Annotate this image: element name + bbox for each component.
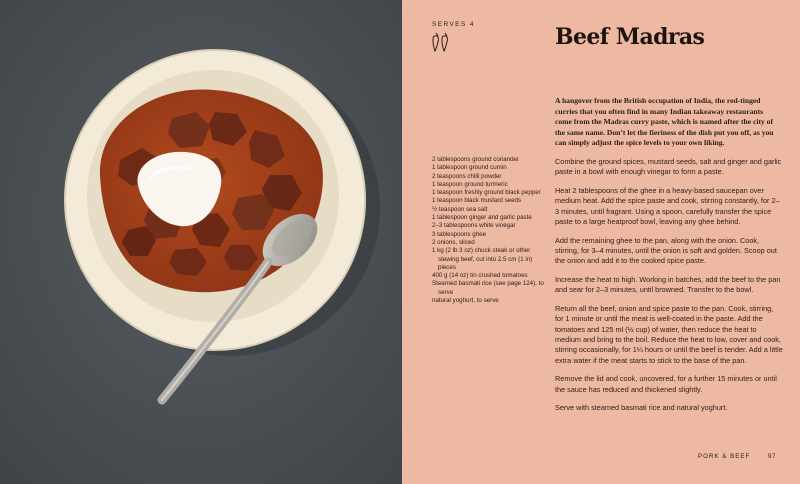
recipe-intro: A hangover from the British occupation of India, the red-tinged curries that you often find in many Indian takeaway restaurants come from the Madras curry paste, which is named after the city of the same name. Don’t let the fieriness of the dish put you off, as you can simply adjust the spice levels to your own liking.	[555, 96, 774, 148]
ingredient-item: 2–3 tablespoons white vinegar	[432, 222, 516, 230]
ingredient-item: 1 teaspoon black mustard seeds	[432, 197, 522, 205]
recipe-page	[402, 0, 800, 484]
ingredient-item: 400 g (14 oz) tin crushed tomatoes	[432, 272, 528, 280]
method-step: Heat 2 tablespoons of the ghee in a heavy-based saucepan over medium heat. Add the spice paste and cook, stirring constantly, for 2–3 minutes, until fragrant. Using a spoon, carefully transfer the spice paste to a large heatproof bowl, leaving any ghee behind.	[555, 185, 780, 227]
ingredient-item: natural yoghurt, to serve	[432, 297, 499, 305]
ingredient-item: 2 teaspoons chilli powder	[432, 172, 502, 180]
method-step: Remove the lid and cook, uncovered, for a further 15 minutes or until the sauce has reduced and thickened slightly.	[555, 374, 777, 394]
ingredient-item: 1 tablespoon ground cumin	[432, 164, 507, 172]
ingredient-item: 2 tablespoons ground coriander	[432, 156, 520, 163]
serves-label: SERVES 4	[432, 21, 475, 28]
method-step: Increase the heat to high. Working in batches, add the beef to the pan and sear for 2–3 minutes, until browned. Transfer to the bowl.	[555, 274, 781, 295]
ingredient-item: 2 onions, sliced	[432, 238, 475, 246]
ingredient-item: 1 kg (2 lb 3 oz) chuck steak or other stewing beef, cut into 2.5 cm (1 in) pieces	[432, 247, 533, 271]
section-footer: PORK & BEEF	[698, 453, 751, 460]
ingredient-item: Steamed basmati rice (see page 124), to serve	[432, 280, 544, 296]
spice-level-indicator	[432, 32, 452, 57]
ingredient-item: 1 teaspoon ground turmeric	[432, 180, 508, 188]
ingredient-item: 1 teaspoon freshly ground black pepper	[432, 189, 541, 197]
ingredient-item: ½ teaspoon sea salt	[432, 205, 488, 213]
ingredients-list	[432, 156, 550, 305]
ingredient-item: 3 tablespoons ghee	[432, 230, 487, 238]
method-step: Add the remaining ghee to the pan, along with the onion. Cook, stirring, for 3–4 minutes, until the onion is soft and golden. Scoop out the onion and add it to the cooked spice paste.	[555, 235, 777, 266]
method-step: Combine the ground spices, mustard seeds, salt and ginger and garlic paste in a bowl with enough vinegar to form a paste.	[555, 157, 782, 177]
method-steps	[555, 157, 783, 422]
page-number: 97	[768, 453, 777, 460]
method-step: Return all the beef, onion and spice paste to the pan. Cook, stirring, for 1 minute or until the meat is well-coated in the paste. Add the tomatoes and 125 ml (½ cup) of water, then reduce the heat to medium and bring to the boil. Reduce the heat to low, cover and cook, stirring occasionally, for 1¼ hours or until the beef is tender. Add a little extra water if the meat starts to stick to the base of the pan.	[555, 303, 783, 365]
ingredient-item: 1 tablespoon ginger and garlic paste	[432, 214, 532, 222]
method-step: Serve with steamed basmati rice and natural yoghurt.	[555, 403, 728, 413]
chili-pepper-icon	[432, 32, 452, 52]
recipe-title: Beef Madras	[555, 24, 705, 50]
